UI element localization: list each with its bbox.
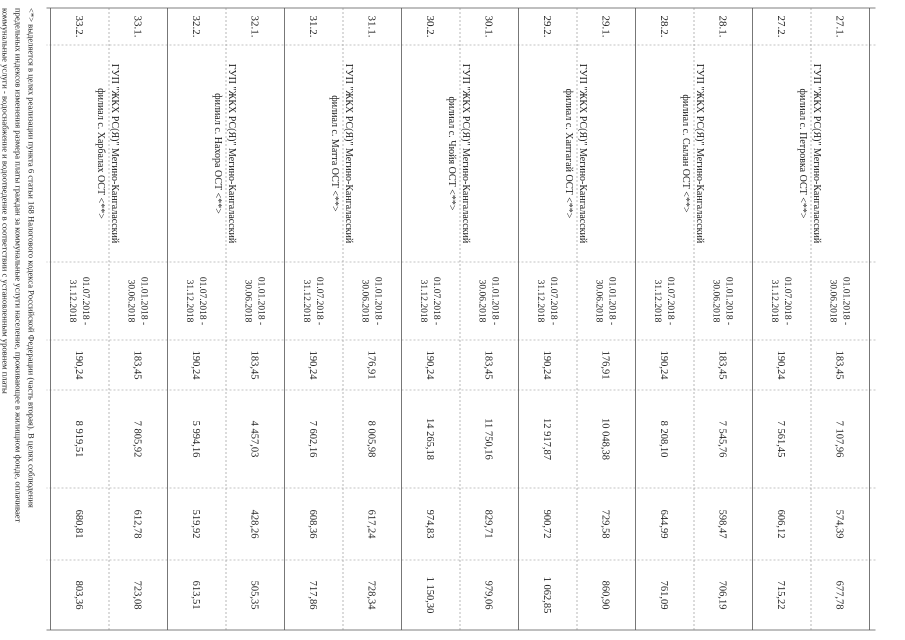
period-end: 31.12.2018 xyxy=(300,279,311,323)
organization-name: ГУП "ЖКХ РС(Я)" Мегино-Кангаласский xyxy=(693,63,705,244)
tariff-value: 8 208,10 xyxy=(657,420,669,458)
tariff-value: 183,45 xyxy=(832,350,844,380)
period-end: 30.06.2018 xyxy=(592,279,603,323)
tariff-value: 680,81 xyxy=(72,509,84,539)
tariff-value: 829,71 xyxy=(481,509,493,539)
tariff-value: 728,34 xyxy=(364,580,376,610)
period-start: 01.07.2018 - xyxy=(430,276,441,326)
tariff-value: 729,58 xyxy=(598,509,610,539)
organization-name: ГУП "ЖКХ РС(Я)" Мегино-Кангаласский xyxy=(225,63,237,244)
period-end: 30.06.2018 xyxy=(241,279,252,323)
tariff-value: 608,36 xyxy=(306,509,318,539)
row-number: 32.2. xyxy=(189,15,202,38)
tariff-value: 900,72 xyxy=(540,509,552,539)
tariff-value: 974,83 xyxy=(423,509,435,539)
organization-branch: филиал с. Нахора ОСТ <**> xyxy=(211,93,223,214)
period-start: 01.01.2018 - xyxy=(839,276,850,326)
tariff-value: 613,51 xyxy=(189,580,201,610)
tariff-value: 715,22 xyxy=(774,580,786,610)
period-start: 01.01.2018 - xyxy=(605,276,616,326)
tariff-value: 7 561,45 xyxy=(774,420,786,458)
period-start: 01.07.2018 - xyxy=(781,276,792,326)
tariff-value: 183,45 xyxy=(715,350,727,380)
organization-name: ГУП "ЖКХ РС(Я)" Мегино-Кангаласский xyxy=(459,63,471,244)
period-end: 30.06.2018 xyxy=(826,279,837,323)
tariff-value: 176,91 xyxy=(364,350,376,380)
row-number: 33.1. xyxy=(130,15,143,38)
tariff-value: 190,24 xyxy=(306,350,318,380)
row-number: 31.1. xyxy=(364,15,377,38)
tariff-value: 803,36 xyxy=(72,580,84,610)
tariff-value: 7 805,92 xyxy=(130,420,142,458)
tariff-value: 574,39 xyxy=(832,509,844,539)
tariff-value: 183,45 xyxy=(130,350,142,380)
tariff-value: 617,24 xyxy=(364,509,376,539)
period-start: 01.07.2018 - xyxy=(547,276,558,326)
tariff-value: 190,24 xyxy=(540,350,552,380)
tariff-value: 190,24 xyxy=(189,350,201,380)
tariff-value: 428,26 xyxy=(247,509,259,539)
tariff-value: 644,99 xyxy=(657,509,669,539)
tariff-value: 190,24 xyxy=(657,350,669,380)
footnote-line: <*> выделяется в целях реализации пункта 6 статьи 168 Налогового кодекса Российской Федерации (часть вторая). В целях соблюдения xyxy=(26,8,36,508)
period-start: 01.01.2018 - xyxy=(488,276,499,326)
tariff-value: 8 005,98 xyxy=(364,420,376,458)
organization-branch: филиал с. Харбалах ОСТ <**> xyxy=(94,88,106,219)
footnote xyxy=(0,8,36,523)
period-start: 01.07.2018 - xyxy=(196,276,207,326)
tariff-value: 4 457,03 xyxy=(247,420,259,458)
row-number: 29.1. xyxy=(598,15,611,38)
tariff-value: 11 750,16 xyxy=(481,418,493,460)
tariff-value: 706,19 xyxy=(715,580,727,610)
organization-branch: филиал с. Матта ОСТ <**> xyxy=(328,95,340,212)
tariff-value: 717,86 xyxy=(306,580,318,610)
tariff-value: 183,45 xyxy=(247,350,259,380)
organization-name: ГУП "ЖКХ РС(Я)" Мегино-Кангаласский xyxy=(810,63,822,244)
row-number: 28.2. xyxy=(657,15,670,38)
period-end: 31.12.2018 xyxy=(768,279,779,323)
tariff-value: 14 265,18 xyxy=(423,418,435,460)
row-number: 27.1. xyxy=(832,15,845,38)
period-start: 01.07.2018 - xyxy=(313,276,324,326)
tariff-value: 5 994,16 xyxy=(189,420,201,458)
tariff-value: 12 917,87 xyxy=(540,418,552,460)
period-end: 30.06.2018 xyxy=(124,279,135,323)
organization-name: ГУП "ЖКХ РС(Я)" Мегино-Кангаласский xyxy=(576,63,588,244)
tariff-value: 8 919,51 xyxy=(72,420,84,458)
row-number: 32.1. xyxy=(247,15,260,38)
tariff-value: 7 602,16 xyxy=(306,420,318,458)
tariff-value: 176,91 xyxy=(598,350,610,380)
organization-branch: филиал с. Петровка ОСТ <**> xyxy=(796,88,808,219)
tariff-value: 761,09 xyxy=(657,580,669,610)
tariff-value: 519,92 xyxy=(189,509,201,539)
tariff-value: 677,78 xyxy=(832,580,844,610)
row-number: 29.2. xyxy=(540,15,553,38)
tariff-value: 723,08 xyxy=(130,580,142,610)
period-start: 01.01.2018 - xyxy=(722,276,733,326)
tariff-value: 7 545,76 xyxy=(715,420,727,458)
row-number: 30.1. xyxy=(481,15,494,38)
period-end: 30.06.2018 xyxy=(475,279,486,323)
organization-branch: филиал с. Чюйя ОСТ <**> xyxy=(445,96,457,211)
period-end: 30.06.2018 xyxy=(709,279,720,323)
tariff-value: 190,24 xyxy=(774,350,786,380)
period-start: 01.07.2018 - xyxy=(79,276,90,326)
tariff-value: 183,45 xyxy=(481,350,493,380)
tariff-value: 505,35 xyxy=(247,580,259,610)
period-start: 01.01.2018 - xyxy=(254,276,265,326)
period-end: 31.12.2018 xyxy=(417,279,428,323)
organization-name: ГУП "ЖКХ РС(Я)" Мегино-Кангаласский xyxy=(342,63,354,244)
footnote-line: коммунальные услуги - водоснабжение и водоотведение в соответствии с установленным уровнем платы xyxy=(0,8,10,394)
organization-branch: филиал с. Хаптагай ОСТ <**> xyxy=(562,88,574,219)
tariff-value: 1 150,30 xyxy=(423,576,435,614)
period-end: 30.06.2018 xyxy=(358,279,369,323)
row-number: 33.2. xyxy=(72,15,85,38)
row-number: 27.2. xyxy=(774,15,787,38)
period-start: 01.01.2018 - xyxy=(371,276,382,326)
period-start: 01.07.2018 - xyxy=(664,276,675,326)
tariff-value: 606,12 xyxy=(774,509,786,539)
period-end: 31.12.2018 xyxy=(651,279,662,323)
tariff-value: 612,78 xyxy=(130,509,142,539)
organization-name: ГУП "ЖКХ РС(Я)" Мегино-Кангаласский xyxy=(108,63,120,244)
tariff-value: 10 048,38 xyxy=(598,418,610,460)
tariff-value: 1 062,85 xyxy=(540,576,552,614)
period-end: 31.12.2018 xyxy=(183,279,194,323)
tariff-value: 598,47 xyxy=(715,509,727,539)
tariff-value: 860,90 xyxy=(598,580,610,610)
row-number: 31.2. xyxy=(306,15,319,38)
tariff-value: 190,24 xyxy=(423,350,435,380)
period-start: 01.01.2018 - xyxy=(137,276,148,326)
tariff-table xyxy=(46,8,875,630)
tariff-value: 979,06 xyxy=(481,580,493,610)
organization-branch: филиал с. Сылан ОСТ <**> xyxy=(679,94,691,213)
period-end: 31.12.2018 xyxy=(534,279,545,323)
tariff-value: 190,24 xyxy=(72,350,84,380)
period-end: 31.12.2018 xyxy=(66,279,77,323)
row-number: 28.1. xyxy=(715,15,728,38)
row-number: 30.2. xyxy=(423,15,436,38)
footnote-line: предельных индексов изменения размера платы граждан за коммунальные услуги население, проживающее в жилищном фонде, оплачивает xyxy=(13,8,23,523)
tariff-value: 7 107,96 xyxy=(832,420,844,458)
